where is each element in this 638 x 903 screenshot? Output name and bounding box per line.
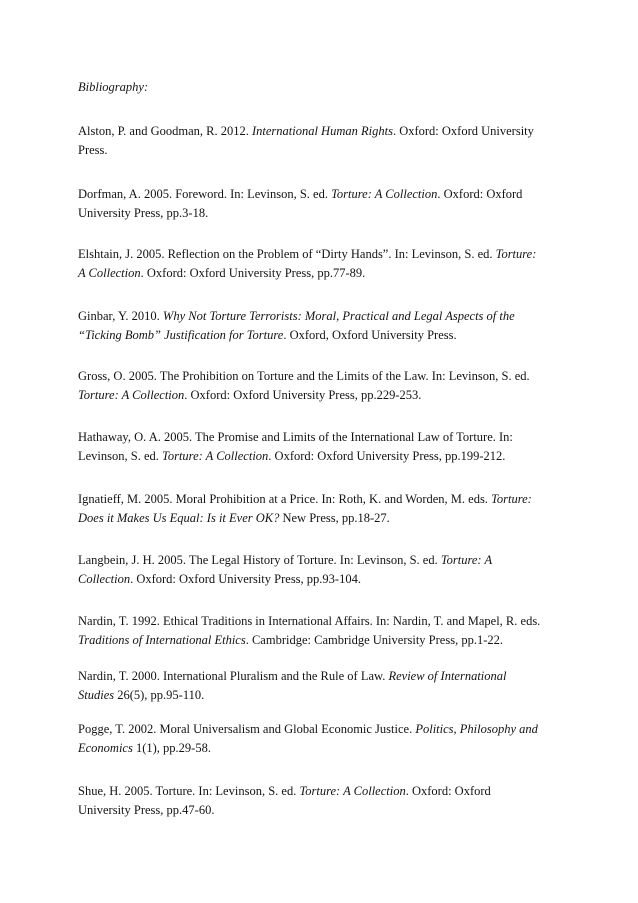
plain-text: Alston, P. and Goodman, R. 2012. (78, 124, 252, 138)
entry-line-1 (78, 122, 568, 141)
entry-line-1 (78, 782, 568, 801)
italic-title: “Ticking Bomb” Justification for Torture (78, 328, 284, 342)
bibliography-entry (78, 667, 568, 705)
entry-line-2 (78, 141, 568, 160)
plain-text: Nardin, T. 2000. International Pluralism and the Rule of Law. (78, 669, 389, 683)
italic-title: Does it Makes Us Equal: Is it Ever OK? (78, 511, 280, 525)
italic-title: Torture: (491, 492, 532, 506)
entry-line-2 (78, 447, 568, 466)
italic-title: Torture: A Collection (331, 187, 438, 201)
bibliography-heading: Bibliography: (78, 80, 149, 94)
plain-text: Gross, O. 2005. The Prohibition on Torture and the Limits of the Law. In: Levinson, S. ed. (78, 369, 530, 383)
bibliography-entry (78, 720, 568, 758)
plain-text: University Press, pp.3-18. (78, 206, 209, 220)
entry-line-1 (78, 307, 568, 326)
entry-line-1 (78, 551, 568, 570)
entry-line-1 (78, 720, 568, 739)
plain-text: 1(1), pp.29-58. (132, 741, 211, 755)
plain-text: Levinson, S. ed. (78, 449, 163, 463)
bibliography-entry (78, 551, 568, 589)
entry-line-2 (78, 739, 568, 758)
entry-line-1 (78, 612, 568, 631)
plain-text: . Oxford: Oxford University Press, pp.199-212. (268, 449, 506, 463)
plain-text: Pogge, T. 2002. Moral Universalism and Global Economic Justice. (78, 722, 416, 736)
italic-title: Traditions of International Ethics (78, 633, 246, 647)
italic-title: A Collection (78, 266, 141, 280)
entry-line-1 (78, 185, 568, 204)
plain-text: Dorfman, A. 2005. Foreword. In: Levinson, S. ed. (78, 187, 332, 201)
entry-line-2 (78, 801, 568, 820)
italic-title: Collection (78, 572, 131, 586)
plain-text: . Oxford: Oxford (437, 187, 523, 201)
entry-line-1 (78, 245, 568, 264)
plain-text: . Oxford: Oxford University Press, pp.77-89. (140, 266, 366, 280)
plain-text: Press. (78, 143, 108, 157)
bibliography-entry (78, 782, 568, 820)
italic-title: International Human Rights (251, 124, 393, 138)
italic-title: Torture: A Collection (78, 388, 185, 402)
italic-title: Torture: A (440, 553, 493, 567)
plain-text: Hathaway, O. A. 2005. The Promise and Limits of the International Law of Torture. In: (78, 430, 513, 444)
plain-text: New Press, pp.18-27. (279, 511, 390, 525)
plain-text: 26(5), pp.95-110. (114, 688, 205, 702)
plain-text: Ignatieff, M. 2005. Moral Prohibition at a Price. In: Roth, K. and Worden, M. eds. (78, 492, 492, 506)
entry-line-2 (78, 326, 568, 345)
bibliography-entry (78, 428, 568, 466)
bibliography-entry (78, 307, 568, 345)
plain-text: . Oxford: Oxford (405, 784, 491, 798)
italic-title: Studies (78, 688, 115, 702)
plain-text: Elshtain, J. 2005. Reflection on the Problem of “Dirty Hands”. In: Levinson, S. ed. (78, 247, 496, 261)
plain-text: University Press, pp.47-60. (78, 803, 215, 817)
entry-line-2 (78, 570, 568, 589)
entry-line-1 (78, 367, 568, 386)
entry-line-2 (78, 509, 568, 528)
entry-line-1 (78, 428, 568, 447)
plain-text: Ginbar, Y. 2010. (78, 309, 163, 323)
entry-line-1 (78, 667, 568, 686)
entry-line-2 (78, 686, 568, 705)
entry-line-2 (78, 386, 568, 405)
plain-text: Shue, H. 2005. Torture. In: Levinson, S. ed. (78, 784, 300, 798)
bibliography-entry (78, 122, 568, 160)
bibliography-entry (78, 612, 568, 650)
bibliography-entry (78, 245, 568, 283)
entry-line-2 (78, 204, 568, 223)
entry-line-1 (78, 490, 568, 509)
italic-title: Economics (78, 741, 133, 755)
italic-title: Torture: (495, 247, 537, 261)
italic-title: Politics, Philosophy and (415, 722, 538, 736)
entry-line-2 (78, 631, 568, 650)
entry-line-2 (78, 264, 568, 283)
bibliography-entry (78, 490, 568, 528)
plain-text: . Cambridge: Cambridge University Press, pp.1-22. (245, 633, 503, 647)
plain-text: Langbein, J. H. 2005. The Legal History of Torture. In: Levinson, S. ed. (78, 553, 441, 567)
plain-text: Nardin, T. 1992. Ethical Traditions in International Affairs. In: Nardin, T. and Mapel, R. eds. (78, 614, 541, 628)
plain-text: . Oxford: Oxford University Press, pp.229-253. (184, 388, 422, 402)
plain-text: . Oxford: Oxford University (392, 124, 534, 138)
plain-text: . Oxford, Oxford University Press. (283, 328, 457, 342)
italic-title: Torture: A Collection (162, 449, 269, 463)
italic-title: Why Not Torture Terrorists: Moral, Practical and Legal Aspects of the (162, 309, 515, 323)
bibliography-entry (78, 185, 568, 223)
plain-text: . Oxford: Oxford University Press, pp.93-104. (130, 572, 361, 586)
bibliography-entry (78, 367, 568, 405)
italic-title: Review of International (388, 669, 507, 683)
italic-title: Torture: A Collection (299, 784, 406, 798)
